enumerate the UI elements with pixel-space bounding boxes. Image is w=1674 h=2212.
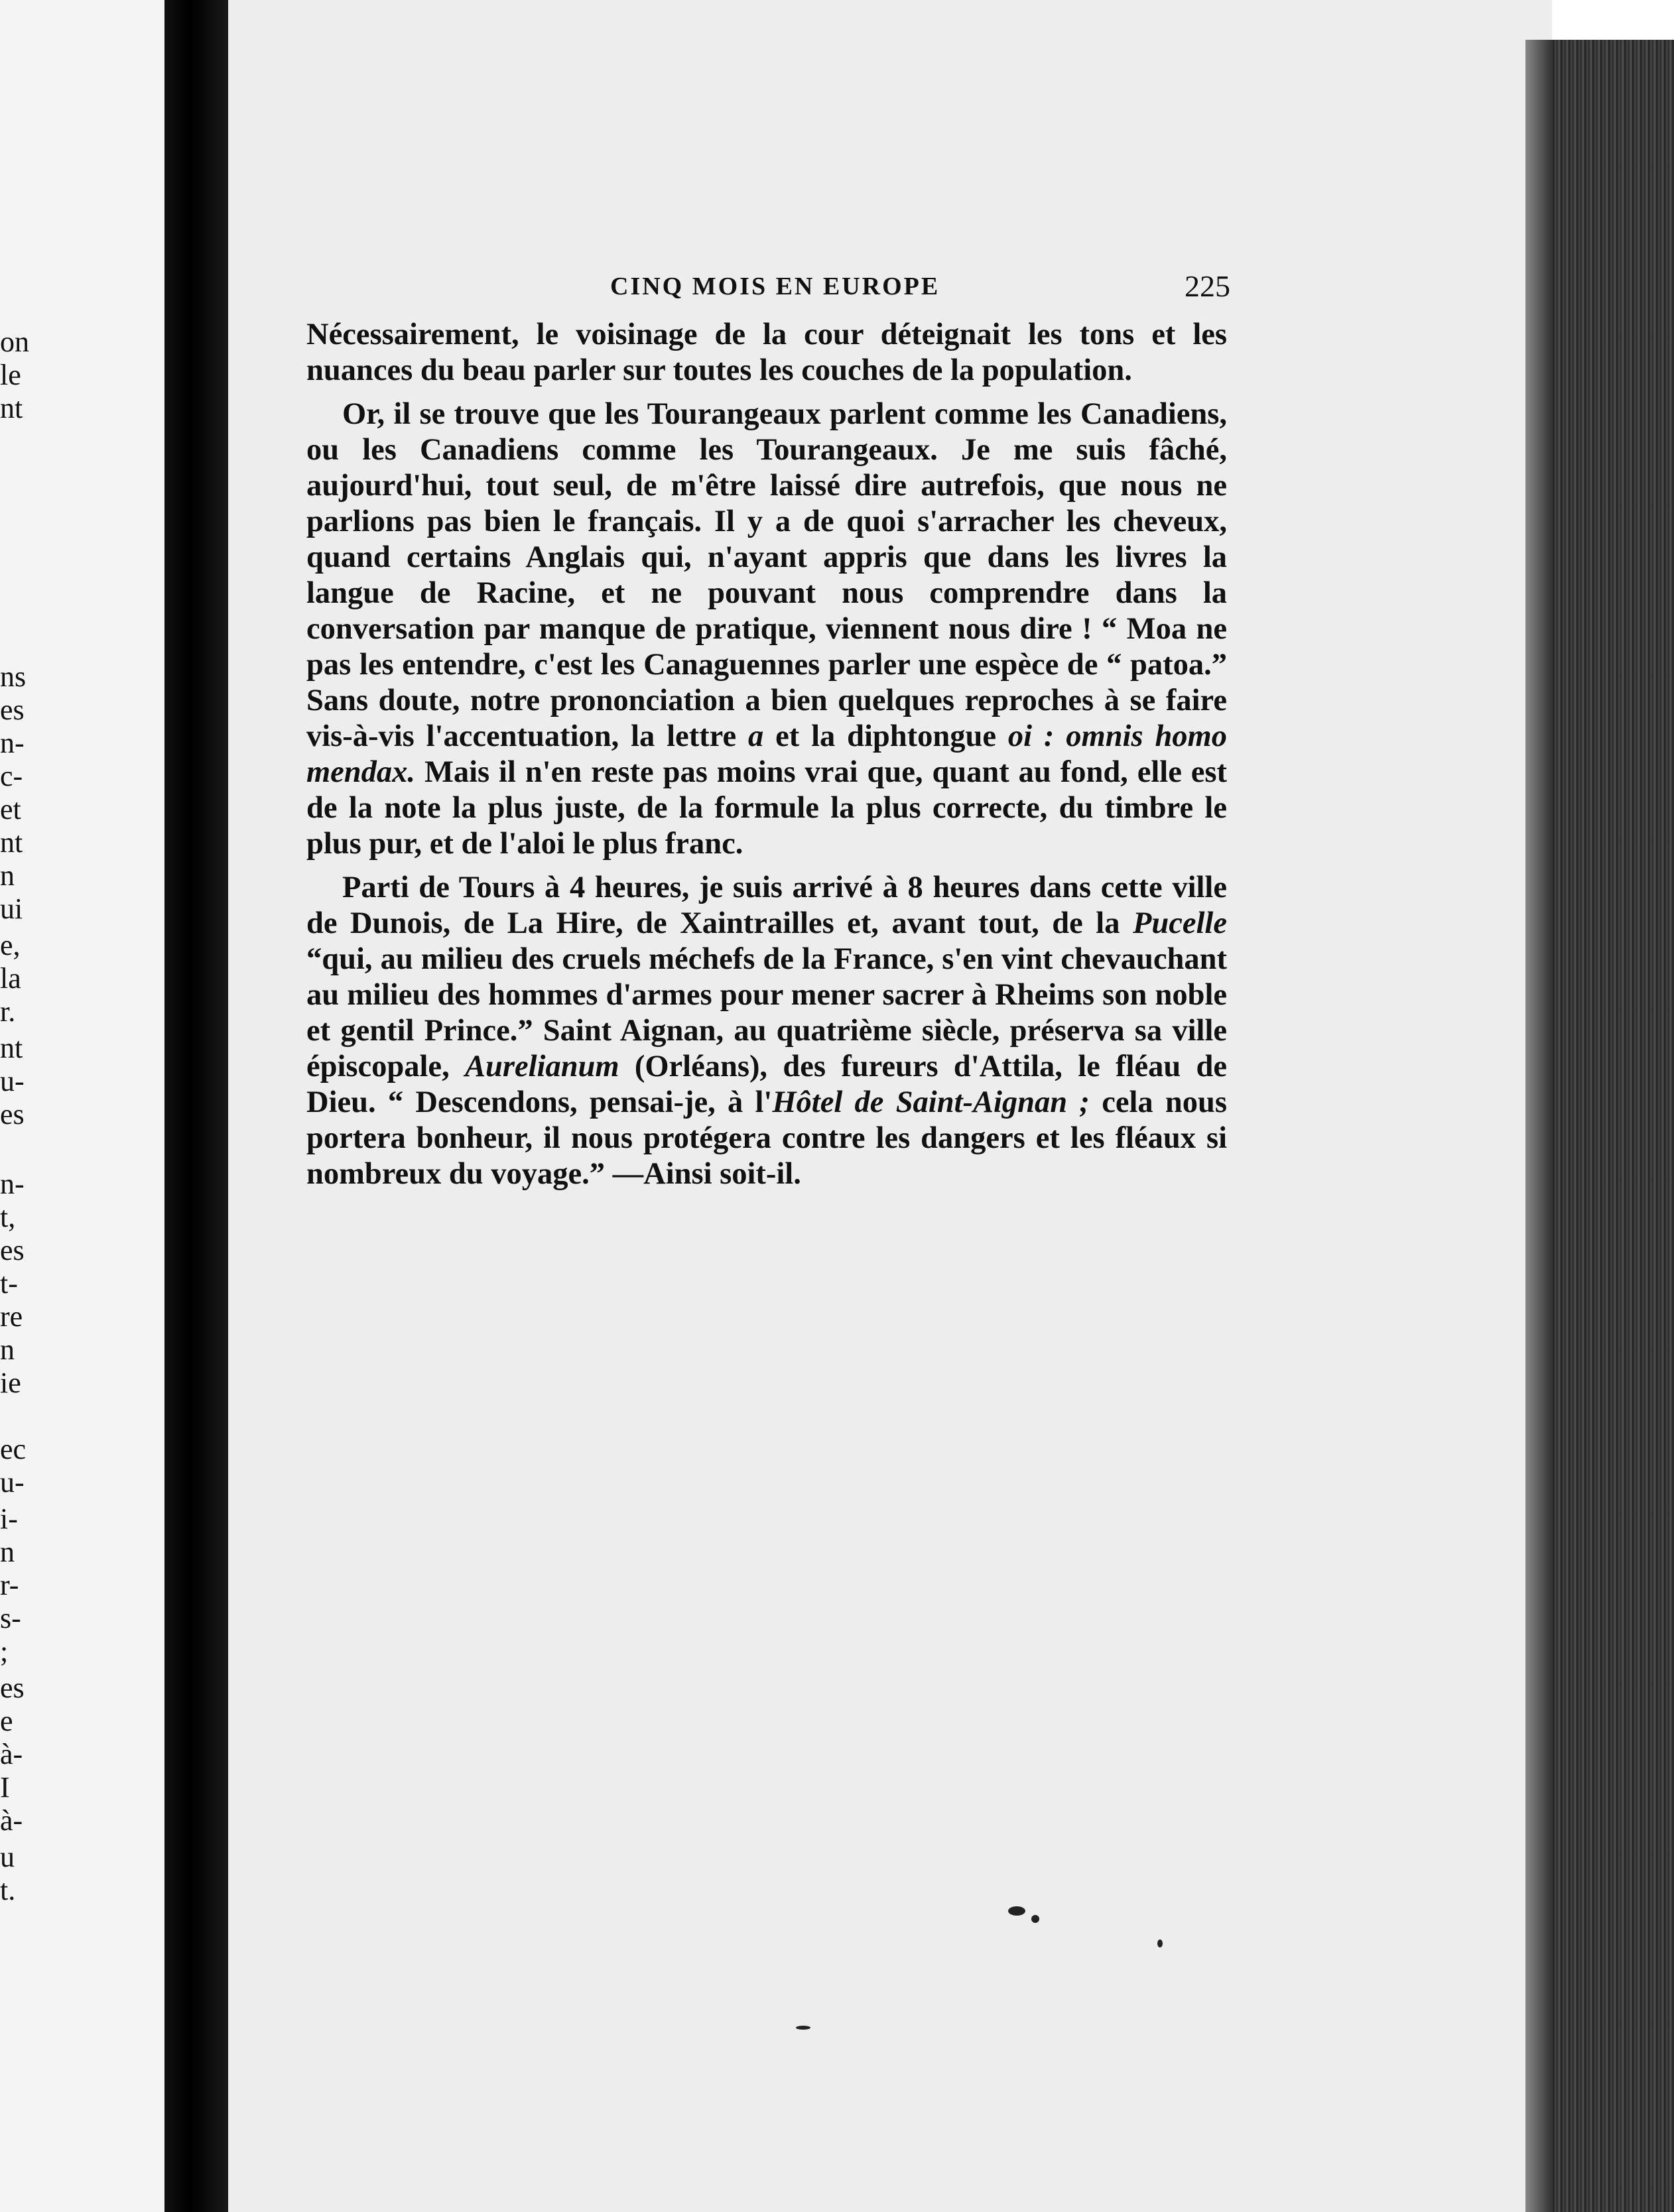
facing-page [0, 0, 164, 2212]
page-number: 225 [1185, 269, 1230, 303]
facing-fragment: r- [0, 1569, 19, 1601]
paragraph-3-mid2: (Orléans), des fureurs d'Attila, le fléau de Dieu. “ Descendons, pensai-je, à l' [306, 1050, 1228, 1119]
facing-fragment: n- [0, 727, 25, 759]
paragraph-3-end: cela nous portera bonheur, il nous protégera contre les dangers et les fléaux si nombreux du voyage.” —Ainsi soit-il. [306, 1085, 1227, 1191]
facing-fragment: i- [0, 1503, 18, 1535]
paragraph-3 [306, 870, 1227, 1192]
ink-speck [1031, 1915, 1039, 1923]
facing-fragment: la [0, 962, 21, 995]
body-text [306, 317, 1227, 1200]
facing-fragment: u- [0, 1065, 25, 1097]
facing-fragment: n- [0, 1168, 25, 1200]
facing-fragment: u [0, 1841, 15, 1873]
facing-fragment: ns [0, 660, 27, 693]
facing-fragment: n [0, 1333, 15, 1366]
facing-fragment: nt [0, 826, 23, 859]
facing-fragment: u- [0, 1466, 25, 1499]
running-head: CINQ MOIS EN EUROPE [610, 273, 940, 300]
facing-fragment: s- [0, 1602, 21, 1634]
facing-fragment: e [0, 1705, 13, 1737]
facing-fragment: re [0, 1300, 23, 1333]
facing-fragment: ie [0, 1367, 21, 1399]
ink-speck [1008, 1906, 1025, 1916]
facing-fragment: r. [0, 995, 16, 1028]
paragraph-3-text: Parti de Tours à 4 heures, je suis arrivé à 8 heures dans cette ville de Dunois, de La Hire, de Xaintrailles et, avant tout, de la [306, 871, 1227, 940]
paragraph-2 [306, 397, 1227, 862]
facing-fragment: n [0, 1536, 15, 1568]
paragraph-2-end: Mais il n'en reste pas moins vrai que, quant au fond, elle est de la note la plus juste, de la formule la plus correcte, du timbre le plus pur, et de l'aloi le plus franc. [306, 755, 1227, 861]
facing-fragment: t, [0, 1201, 16, 1233]
facing-fragment: es [0, 694, 25, 726]
ink-speck [796, 2026, 810, 2030]
ink-speck [1157, 1939, 1163, 1947]
facing-fragment: es [0, 1098, 25, 1131]
italic-aurelianum: Aurelianum [465, 1050, 619, 1083]
italic-letter-a: a [747, 719, 764, 753]
facing-fragment: t- [0, 1267, 18, 1300]
facing-fragment: nt [0, 1032, 23, 1064]
facing-fragment: nt [0, 392, 23, 424]
paragraph-2-text: Or, il se trouve que les Tourangeaux parlent comme les Canadiens, ou les Canadiens comme les Tourangeaux. Je me suis fâché, aujourd'hui, tout seul, de m'être laissé dire autrefois, que nous ne parlions pas bien le français. Il y a de quoi s'arracher les cheveux, quand certains Anglais qui, n'ayant appris que dans les livres la langue de Racine, et ne pouvant nous comprendre dans la conversation par manque de pratique, viennent nous dire ! “ Moa ne pas les entendre, c'est les Canaguennes parler une espèce de “ patoa.” Sans doute, notre prononciation a bien quelques reproches à se faire vis-à-vis l'accentuation, la lettre [306, 397, 1227, 753]
facing-fragment: on [0, 326, 29, 358]
facing-fragment: à- [0, 1804, 23, 1837]
facing-fragment: ui [0, 892, 23, 925]
facing-fragment: n [0, 859, 15, 892]
page-edge-shadow [1525, 40, 1552, 2212]
italic-pucelle: Pucelle [1132, 906, 1227, 940]
italic-latin-phrase: oi : omnis homo mendax. [306, 719, 1227, 789]
paragraph-2-mid: et la diphtongue [763, 719, 1008, 753]
facing-fragment: à- [0, 1738, 23, 1770]
paragraph-1: Nécessairement, le voisinage de la cour déteignait les tons et les nuances du beau parler sur toutes les couches de la population. [306, 318, 1227, 387]
paragraph-3-mid: “qui, au milieu des cruels méchefs de la France, s'en vint chevauchant au milieu des hommes d'armes pour mener sacrer à Rheims son noble et gentil Prince.” Saint Aignan, au quatrième siècle, préserva sa ville épiscopale, [306, 942, 1227, 1083]
facing-fragment: I [0, 1771, 10, 1804]
facing-fragment: t. [0, 1874, 16, 1906]
facing-fragment: ec [0, 1433, 27, 1465]
book-gutter [164, 0, 228, 2212]
facing-fragment: le [0, 359, 21, 391]
facing-fragment: es [0, 1234, 25, 1266]
italic-hotel: Hôtel de Saint-Aignan ; [772, 1085, 1090, 1119]
facing-fragment: c- [0, 760, 23, 792]
facing-fragment: e, [0, 929, 21, 961]
facing-fragment: es [0, 1672, 25, 1704]
facing-fragment: et [0, 793, 21, 826]
facing-fragment: ; [0, 1635, 9, 1668]
